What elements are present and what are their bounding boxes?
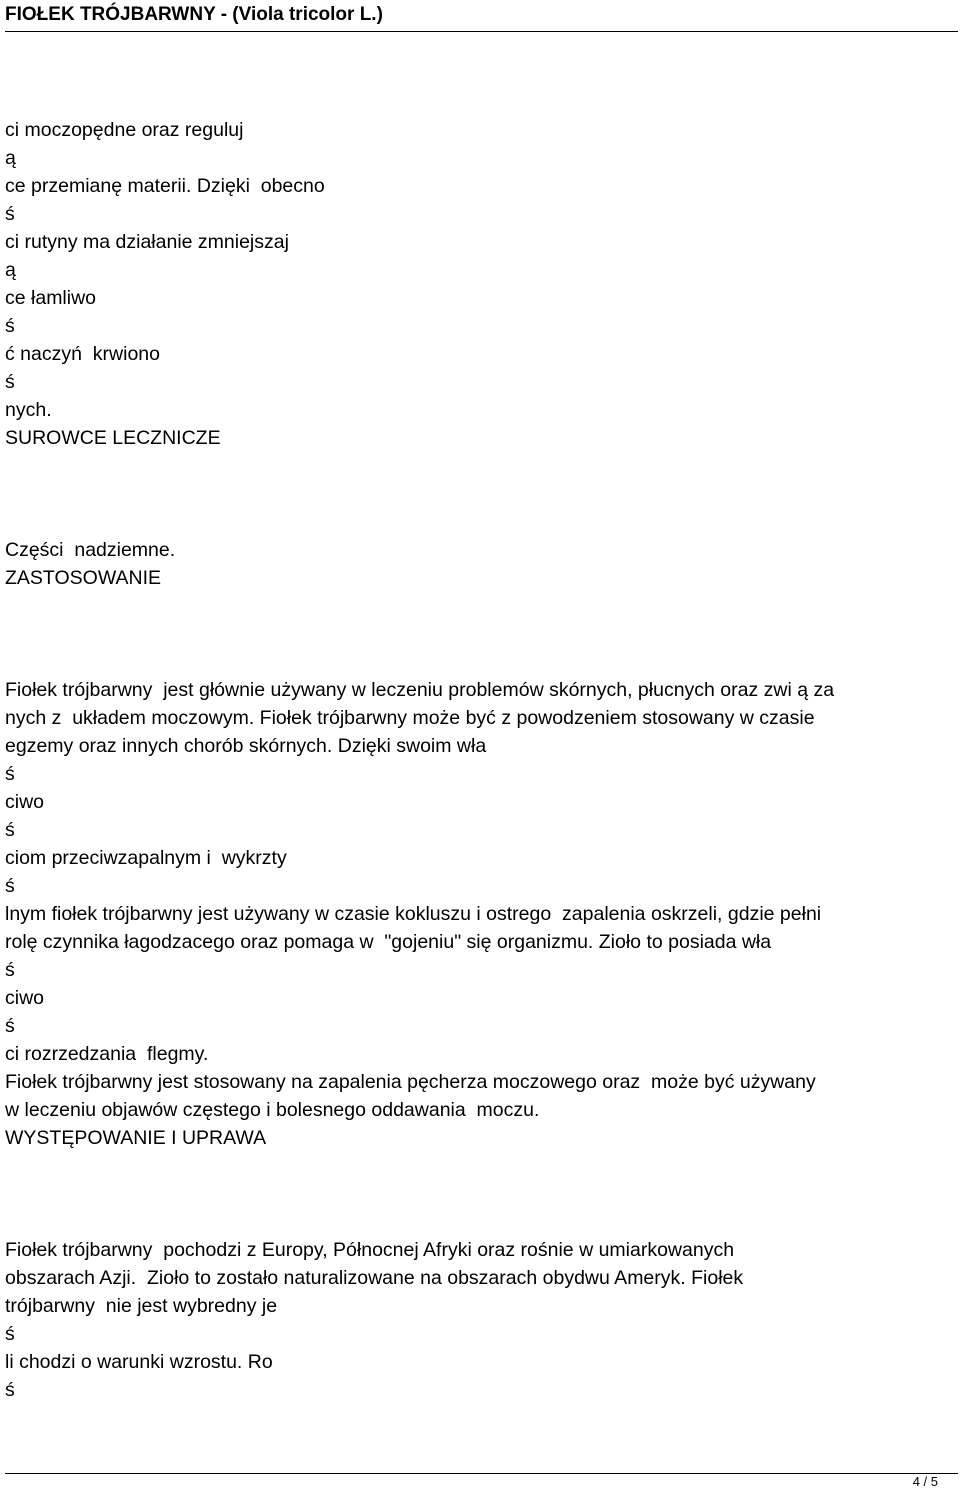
text-line: trójbarwny nie jest wybredny je	[5, 1295, 278, 1317]
text-line: ś	[5, 1015, 15, 1037]
text-line: lnym fiołek trójbarwny jest używany w czasie kokluszu i ostrego zapalenia oskrzeli, gdzie pełni	[5, 903, 822, 925]
text-line: egzemy oraz innych chorób skórnych. Dzięki swoim wła	[5, 735, 487, 757]
text-line: ciwo	[5, 791, 45, 813]
text-line: obszarach Azji. Zioło to zostało naturalizowane na obszarach obydwu Ameryk. Fiołek	[5, 1267, 744, 1289]
text-line: ś	[5, 315, 15, 337]
section-heading: SUROWCE LECZNICZE	[5, 427, 221, 449]
text-line: Części nadziemne.	[5, 539, 176, 561]
text-line: ci rozrzedzania flegmy.	[5, 1043, 209, 1065]
text-line: ą	[5, 259, 16, 281]
text-line: nych z układem moczowym. Fiołek trójbarwny może być z powodzeniem stosowany w czasie	[5, 707, 815, 729]
text-line: ś	[5, 1379, 15, 1401]
text-line: ś	[5, 959, 15, 981]
text-line: ci moczopędne oraz reguluj	[5, 119, 244, 141]
text-line: nych.	[5, 399, 52, 421]
header-divider	[5, 31, 958, 32]
text-line: Fiołek trójbarwny jest głównie używany w leczeniu problemów skórnych, płucnych oraz zwi ą za	[5, 679, 835, 701]
text-line: ś	[5, 875, 15, 897]
text-line: rolę czynnika łagodzacego oraz pomaga w "gojeniu" się organizmu. Zioło to posiada wła	[5, 931, 772, 953]
text-line: ś	[5, 203, 15, 225]
text-line: li chodzi o warunki wzrostu. Ro	[5, 1351, 273, 1373]
text-line: Fiołek trójbarwny pochodzi z Europy, Północnej Afryki oraz rośnie w umiarkowanych	[5, 1239, 735, 1261]
text-line: ś	[5, 763, 15, 785]
text-line: ś	[5, 819, 15, 841]
section-heading: ZASTOSOWANIE	[5, 567, 162, 589]
text-line: w leczeniu objawów częstego i bolesnego oddawania moczu.	[5, 1099, 540, 1121]
text-line: Fiołek trójbarwny jest stosowany na zapalenia pęcherza moczowego oraz może być używany	[5, 1071, 816, 1093]
text-line: ś	[5, 1323, 15, 1345]
page-number: 4 / 5	[912, 1474, 938, 1489]
text-line: ci rutyny ma działanie zmniejszaj	[5, 231, 289, 253]
text-line: ciwo	[5, 987, 45, 1009]
text-line: ce przemianę materii. Dzięki obecno	[5, 175, 325, 197]
text-line: ciom przeciwzapalnym i wykrzty	[5, 847, 287, 869]
document-title: FIOŁEK TRÓJBARWNY - (Viola tricolor L.)	[5, 4, 383, 25]
footer-divider	[5, 1473, 958, 1474]
text-line: ś	[5, 371, 15, 393]
text-line: ą	[5, 147, 16, 169]
text-line: ce łamliwo	[5, 287, 97, 309]
text-line: ć naczyń krwiono	[5, 343, 160, 365]
section-heading: WYSTĘPOWANIE I UPRAWA	[5, 1127, 267, 1149]
